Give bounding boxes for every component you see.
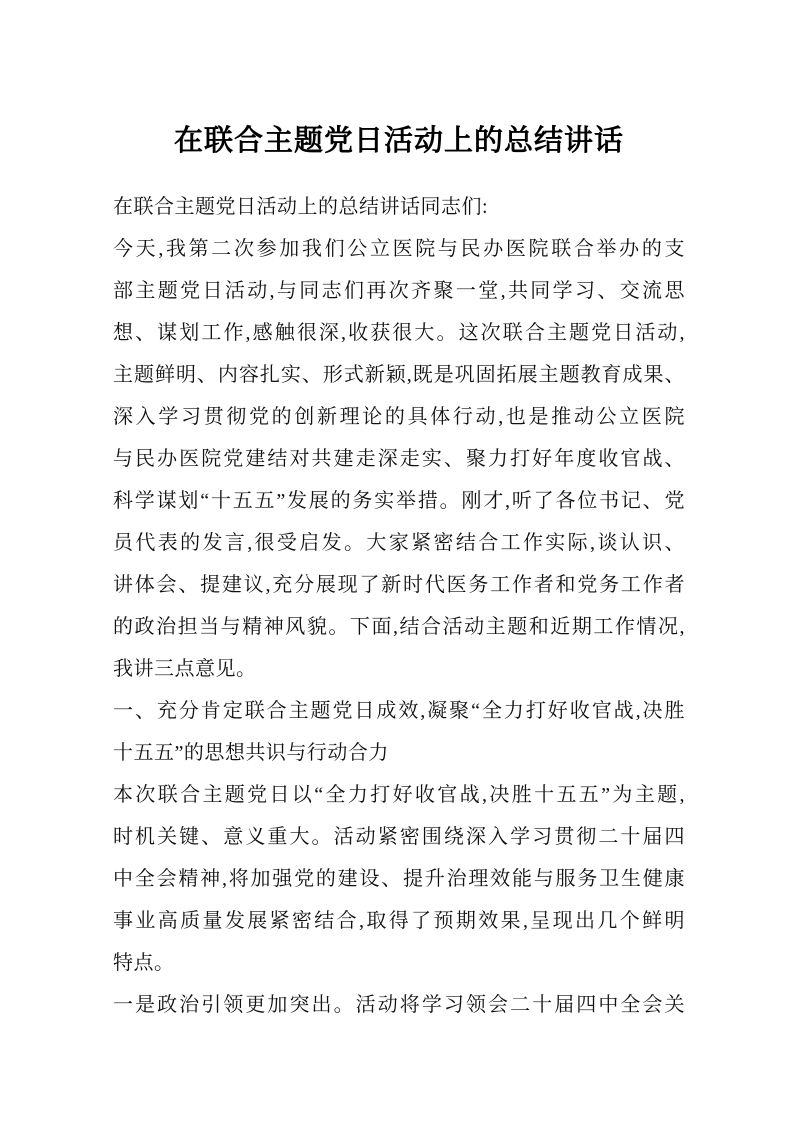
text-line: 在联合主题党日活动上的总结讲话同志们: <box>113 196 489 218</box>
text-line: 深入学习贯彻党的创新理论的具体行动,也是推动公立医院 <box>113 406 685 428</box>
text-line: 科学谋划“十五五”发展的务实举措。刚才,听了各位书记、党 <box>113 490 685 512</box>
text-line: 一是政治引领更加突出。活动将学习领会二十届四中全会关 <box>113 994 685 1016</box>
text-line: 十五五”的思想共识与行动合力 <box>113 742 389 764</box>
document-body <box>113 186 685 1026</box>
text-line: 部主题党日活动,与同志们再次齐聚一堂,共同学习、交流思 <box>113 280 685 302</box>
text-line: 今天,我第二次参加我们公立医院与民办医院联合举办的支 <box>113 238 685 260</box>
text-line: 员代表的发言,很受启发。大家紧密结合工作实际,谈认识、 <box>113 532 685 554</box>
text-line: 想、谋划工作,感触很深,收获很大。这次联合主题党日活动, <box>113 322 685 344</box>
text-line: 我讲三点意见。 <box>113 658 257 680</box>
text-line: 时机关键、意义重大。活动紧密围绕深入学习贯彻二十届四 <box>113 826 685 848</box>
text-line: 事业高质量发展紧密结合,取得了预期效果,呈现出几个鲜明 <box>113 910 685 932</box>
text-line: 主题鲜明、内容扎实、形式新颖,既是巩固拓展主题教育成果、 <box>113 364 685 386</box>
text-line: 的政治担当与精神风貌。下面,结合活动主题和近期工作情况, <box>113 616 685 638</box>
text-line: 与民办医院党建结对共建走深走实、聚力打好年度收官战、 <box>113 448 685 470</box>
text-line: 一、充分肯定联合主题党日成效,凝聚“全力打好收官战,决胜 <box>113 700 685 722</box>
text-line: 中全会精神,将加强党的建设、提升治理效能与服务卫生健康 <box>113 868 685 890</box>
document-title: 在联合主题党日活动上的总结讲话 <box>173 125 624 157</box>
text-line: 本次联合主题党日以“全力打好收官战,决胜十五五”为主题, <box>113 784 685 806</box>
text-line: 特点。 <box>113 952 175 974</box>
text-line: 讲体会、提建议,充分展现了新时代医务工作者和党务工作者 <box>113 574 685 596</box>
